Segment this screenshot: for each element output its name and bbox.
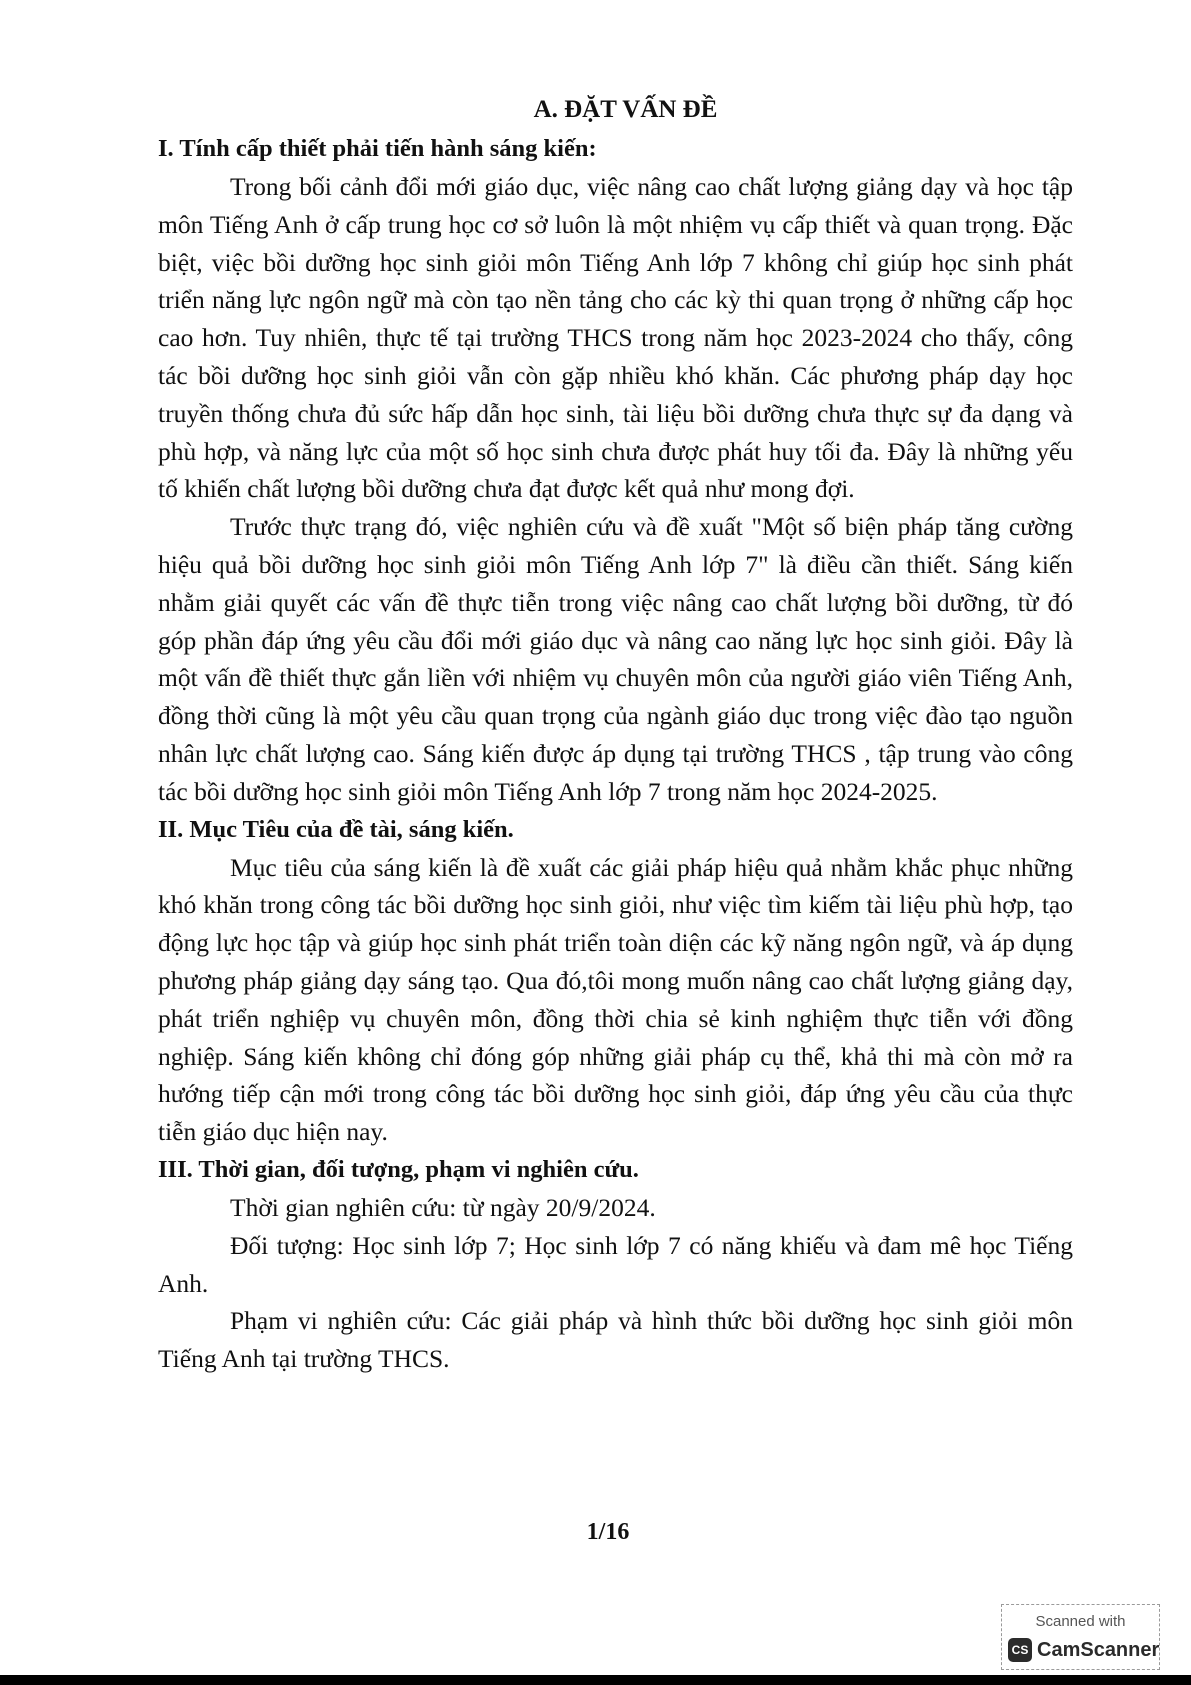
paragraph: Mục tiêu của sáng kiến là đề xuất các giải pháp hiệu quả nhằm khắc phục những khó khăn trong công tác bồi dưỡng học sinh giỏi, như việc tìm kiếm tài liệu phù hợp, tạo động lực học tập và giúp học sinh phát triển toàn diện các kỹ năng ngôn ngữ, và áp dụng phương pháp giảng dạy sáng tạo. Qua đó,tôi mong muốn nâng cao chất lượng giảng dạy, phát triển nghiệp vụ chuyên môn, đồng thời chia sẻ kinh nghiệm thực tiễn với đồng nghiệp. Sáng kiến không chỉ đóng góp những giải pháp cụ thể, khả thi mà còn mở ra hướng tiếp cận mới trong công tác bồi dưỡng học sinh giỏi, đáp ứng yêu cầu của thực tiễn giáo dục hiện nay.	[158, 852, 1073, 1147]
document-page	[158, 96, 1073, 1378]
paragraph: Phạm vi nghiên cứu: Các giải pháp và hình thức bồi dưỡng học sinh giỏi môn Tiếng Anh tại trường THCS.	[158, 1306, 1073, 1374]
camscanner-logo-icon: CS	[1008, 1638, 1032, 1662]
scan-edge-divider	[0, 1675, 1191, 1685]
paragraph: Trong bối cảnh đổi mới giáo dục, việc nâng cao chất lượng giảng dạy và học tập môn Tiếng Anh ở cấp trung học cơ sở luôn là một nhiệm vụ cấp thiết và quan trọng. Đặc biệt, việc bồi dưỡng học sinh giỏi môn Tiếng Anh lớp 7 không chỉ giúp học sinh phát triển năng lực ngôn ngữ mà còn tạo nền tảng cho các kỳ thi quan trọng ở những cấp học cao hơn. Tuy nhiên, thực tế tại trường THCS trong năm học 2023-2024 cho thấy, công tác bồi dưỡng học sinh giỏi vẫn còn gặp nhiều khó khăn. Các phương pháp dạy học truyền thống chưa đủ sức hấp dẫn học sinh, tài liệu bồi dưỡng chưa thực sự đa dạng và phù hợp, và năng lực của một số học sinh chưa được phát huy tối đa. Đây là những yếu tố khiến chất lượng bồi dưỡng chưa đạt được kết quả như mong đợi.	[158, 172, 1073, 504]
paragraph: Đối tượng: Học sinh lớp 7; Học sinh lớp 7 có năng khiếu và đam mê học Tiếng Anh.	[158, 1230, 1073, 1298]
scanner-watermark	[1001, 1604, 1160, 1670]
paragraph: Thời gian nghiên cứu: từ ngày 20/9/2024.	[230, 1192, 656, 1222]
page-number: 1/16	[586, 1519, 630, 1545]
section-heading: I. Tính cấp thiết phải tiến hành sáng kiến:	[158, 135, 597, 162]
scanner-caption: Scanned with	[1035, 1613, 1126, 1630]
scanner-brand-name: CamScanner	[1037, 1638, 1160, 1661]
paragraph: Trước thực trạng đó, việc nghiên cứu và đề xuất "Một số biện pháp tăng cường hiệu quả bồi dưỡng học sinh giỏi môn Tiếng Anh lớp 7" là điều cần thiết. Sáng kiến nhằm giải quyết các vấn đề thực tiễn trong việc nâng cao chất lượng bồi dưỡng, từ đó góp phần đáp ứng yêu cầu đổi mới giáo dục và nâng cao năng lực học sinh giỏi. Đây là một vấn đề thiết thực gắn liền với nhiệm vụ chuyên môn của người giáo viên Tiếng Anh, đồng thời cũng là một yêu cầu quan trọng của ngành giáo dục trong việc đào tạo nguồn nhân lực chất lượng cao. Sáng kiến được áp dụng tại trường THCS , tập trung vào công tác bồi dưỡng học sinh giỏi môn Tiếng Anh lớp 7 trong năm học 2024-2025.	[158, 512, 1073, 806]
scanner-brand	[1008, 1638, 1159, 1662]
section-heading: II. Mục Tiêu của đề tài, sáng kiến.	[158, 815, 514, 843]
section-heading: III. Thời gian, đối tượng, phạm vi nghiên cứu.	[158, 1155, 639, 1183]
document-title: A. ĐẶT VẤN ĐỀ	[533, 96, 718, 123]
